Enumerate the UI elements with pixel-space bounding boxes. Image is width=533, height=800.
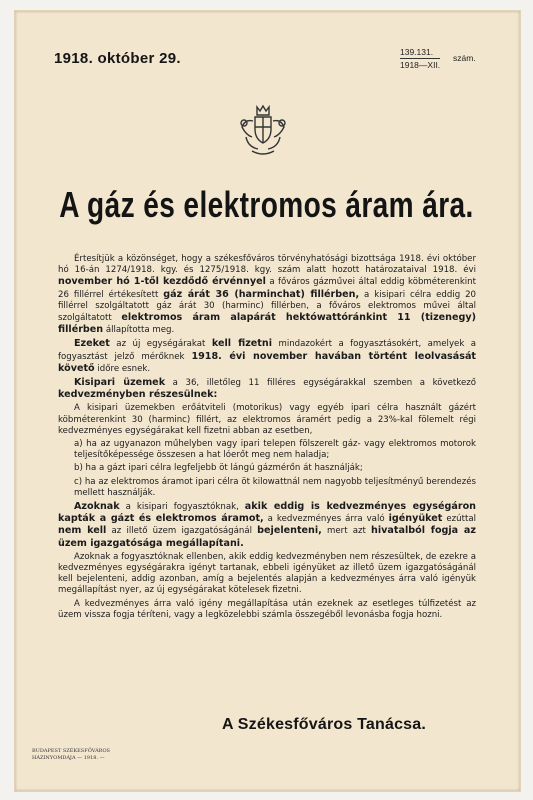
reference-number-bottom: 1918—XII. xyxy=(400,60,441,70)
reference-number xyxy=(400,46,476,71)
poster-date: 1918. október 29. xyxy=(54,50,181,67)
signature: A Székesfőváros Tanácsa. xyxy=(222,716,427,733)
paragraph-notice: Értesítjük a közönséget, hogy a székesfőváros törvényhatósági bizottsága 1918. évi október hó 16-án 1274/1918. kgy. és 1275/1918. kgy. szám alatt hozott határozataival 1918. évi november hó 1-től kezdődő érvénnyel a főváros gázművei által eddig köbméterenkint 26 fillérrel értékesített gáz árát 36 (harminchat) fillérben, a kisipari célra eddig 20 fillérrel szolgáltatott gáz árát 30 (harminc) fillérben, a főváros elektromos művei által szolgáltatott elektromos áram alapárát hektówattóránkint 11 (tizenegy) fillérben állapította meg. xyxy=(58,254,477,336)
printer-line-2: HÁZINYOMDÁJA — 1918. — xyxy=(32,755,105,761)
reference-number-word: szám. xyxy=(453,53,476,63)
reference-number-top: 139.131. xyxy=(400,47,434,57)
poster-body xyxy=(58,254,476,623)
paragraph-small-business: Kisipari üzemek a 36, illetőleg 11 filléres egységárakkal szemben a következő kedvezményben részesülnek: xyxy=(58,377,476,401)
paragraph-refund: A kedvezményes árra való igény megállapítása után ezeknek az esetleges túlfizetést az üzem vissza fogja téríteni, vagy a legközelebbi számla összegéből levonásba fogja hozni. xyxy=(58,598,476,620)
printer-line-1: BUDAPEST SZÉKESFŐVÁROS xyxy=(32,748,110,754)
printer-imprint xyxy=(32,748,110,762)
condition-b: b) ha a gázt ipari célra legfeljebb öt lángú gázmérőn át használják; xyxy=(74,463,363,474)
condition-c: c) ha az elektromos áramot ipari célra öt kilowattnál nem nagyobb teljesítményű berendezés mellett használják. xyxy=(74,476,476,498)
paragraph-discount-conditions: A kisipari üzemekben erőátviteli (motorikus) vagy egyéb ipari célra használt gázért köbméterenkint 30 (harminc) fillért, az elektromos áramért pedig a 23%-kal fölemelt régi kedvezményes egységárakat kell fizetni abban az esetben, xyxy=(58,403,476,436)
condition-a: a) ha az ugyanazon műhelyben vagy ipari telepen fölszerelt gáz- vagy elektromos motorok teljesítőképessége összesen a hat lóerőt meg nem haladja; xyxy=(74,439,476,461)
coat-of-arms-icon xyxy=(238,103,288,159)
paragraph-new-applicants: Azoknak a fogyasztóknak ellenben, akik eddig kedvezményben nem részesültek, de ezekre a kedvezményes egységárakra igényt tartanak, ebbeli igényüket az illető üzem igazgatóságánál kell bejelenteni, addig azonban, amíg a bejelentés alapján a kedvezményes árra való igényük megállapítást nyer, az új egységárakat kötelesek fizetni. xyxy=(58,551,476,596)
paragraph-existing-discount: Azoknak a kisipari fogyasztóknak, akik eddig is kedvezményes egységáron kapták a gázt és elektromos áramot, a kedvezményes árra való igényüket ezúttal nem kell az illető üzem igazgatóságánál bejelenteni, mert azt hivatalból fogja az üzem igazgatósága megállapítani. xyxy=(58,501,477,549)
poster-title: A gáz és elektromos áram ára. xyxy=(59,184,474,225)
paragraph-payment: Ezeket az új egységárakat kell fizetni mindazokért a fogyasztásokért, amelyek a fogyasztást jelző mérőknek 1918. évi november havában történt leolvasását követő időre esnek. xyxy=(58,338,477,374)
